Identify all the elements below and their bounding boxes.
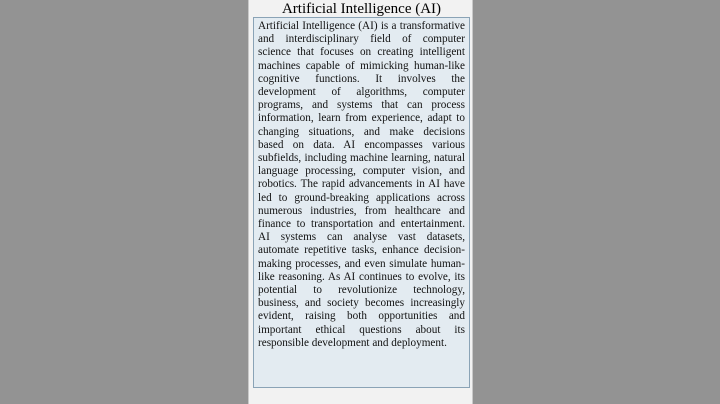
- text-box: [253, 17, 470, 388]
- body-paragraph: Artificial Intelligence (AI) is a transformative and interdisciplinary field of computer science that focuses on creating intelligent machines capable of mimicking human-like cognitive functions. It involves the development of algorithms, computer programs, and systems that can process information, learn from experience, adapt to changing situations, and make decisions based on data. AI encompasses various subfields, including machine learning, natural language processing, computer vision, and robotics. The rapid advancements in AI have led to ground-breaking applications across numerous industries, from healthcare and finance to transportation and entertainment. AI systems can analyse vast datasets, automate repetitive tasks, enhance decision-making processes, and even simulate human-like reasoning. As AI continues to evolve, its potential to revolutionize technology, business, and society becomes increasingly evident, raising both opportunities and important ethical questions about its responsible development and deployment.: [258, 20, 465, 349]
- document-sheet: [248, 0, 473, 404]
- document-title: Artificial Intelligence (AI): [281, 1, 442, 17]
